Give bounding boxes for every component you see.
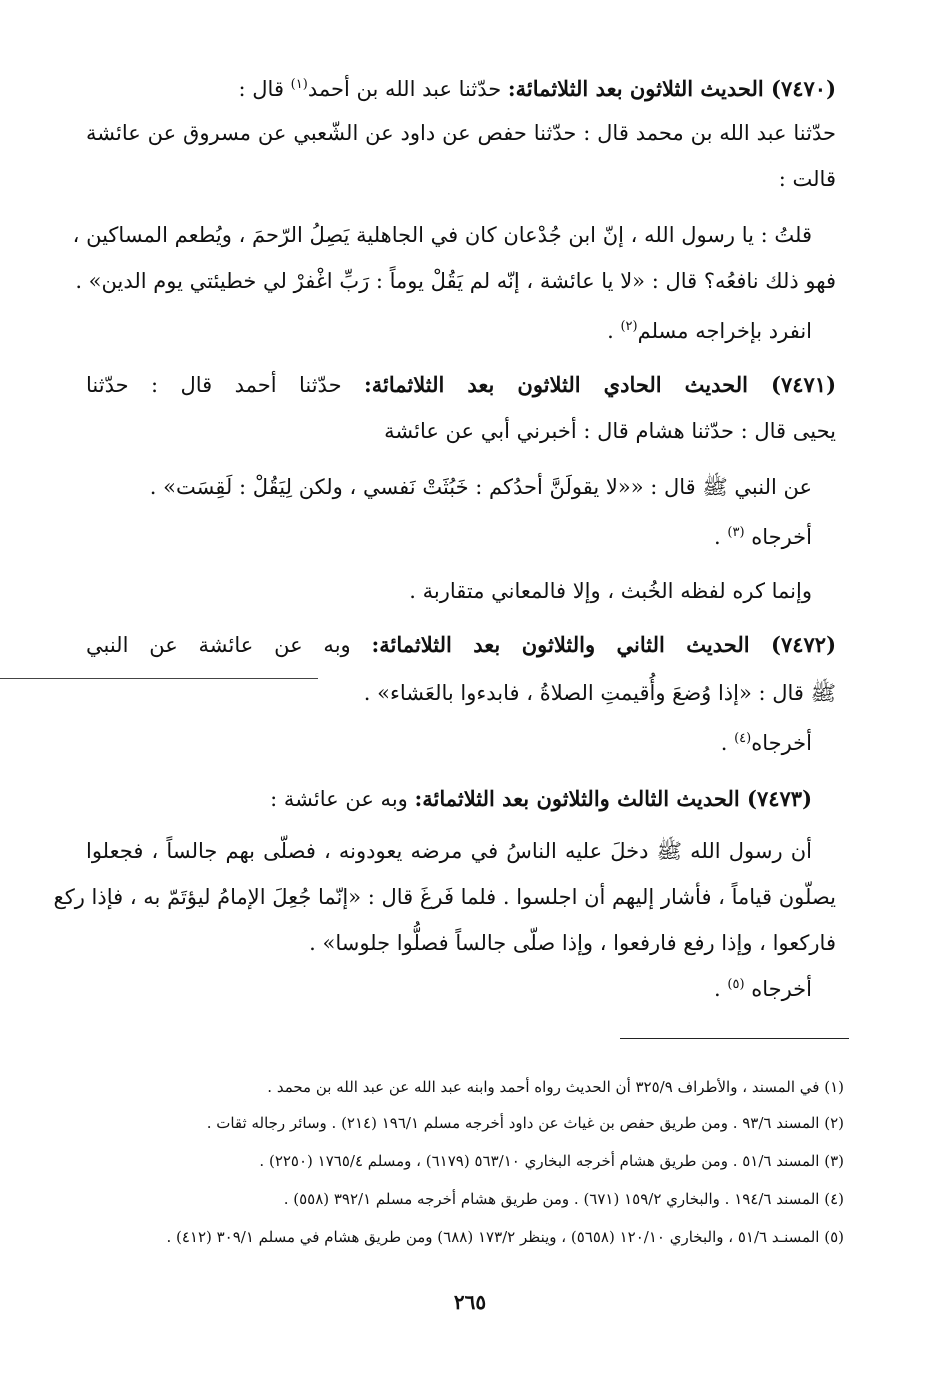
page-number: ٢٦٥ [453,1290,487,1314]
footnote-separator [620,1038,849,1039]
footnote-5: (٥) المسنـد ٥١/٦ ، والبخاري ١٢٠/١٠ (٥٦٥٨) ، وينظر ١٧٣/٢ (٦٨٨) ومن طريق هشام في مسلم ٣٠٩/١ (٤١٢) . [166,1228,844,1246]
hadith-7470-line-1: (٧٤٧٠) الحديث الثلاثون بعد الثلاثمائة: حدّثنا عبد الله بن أحمد$^{(١)}$ قال : [238,76,836,101]
hadith-7471-line-1: (٧٤٧١) الحديث الحادي الثلاثون بعد الثلاثمائة: حدّثنا أحمد قال : حدّثنا [86,372,836,397]
hadith-7470-matn-1: قلتُ : يا رسول الله ، إنّ ابن جُدْعان كان في الجاهلية يَصِلُ الرّحمَ ، ويُطعم المساكين ، [72,223,812,247]
hadith-7473-line-1: (٧٤٧٣) الحديث الثالث والثلاثون بعد الثلاثمائة: وبه عن عائشة : [270,786,812,811]
footnote-2: (٢) المسند ٩٣/٦ . ومن طريق حفص بن غياث عن داود أخرجه مسلم ١٩٦/١ (٢١٤) . وسائر رجاله ثقات . [206,1114,844,1132]
hadith-heading: (٧٤٧٣) الحديث الثالث والثلاثون بعد الثلاثمائة: [414,786,812,811]
footnote-4: (٤) المسند ١٩٤/٦ . والبخاري ١٥٩/٢ (٦٧١) . ومن طريق هشام أخرجه مسلم ٣٩٢/١ (٥٥٨) . [283,1190,844,1208]
hadith-7472-line-1: (٧٤٧٢) الحديث الثاني والثلاثون بعد الثلاثمائة: وبه عن عائشة عن النبي [86,632,836,657]
hadith-heading: (٧٤٧٢) الحديث الثاني والثلاثون بعد الثلاثمائة: [371,632,836,657]
hadith-7470-takhrij: انفرد بإخراجه مسلم$^{(٢)}$ . [607,319,812,343]
hadith-7471-note: وإنما كره لفظه الخُبث ، وإلا فالمعاني متقاربة . [409,579,812,603]
footnote-1: (١) في المسند ، والأطراف ٣٢٥/٩ أن الحديث رواه أحمد وابنه عبد الله عن عبد الله بن محمد . [267,1078,844,1096]
hadith-7473-matn-2: يصلّون قياماً ، فأشار إليهم أن اجلسوا . فلما فَرغَ قال : «إنّما جُعِلَ الإمامُ ليؤتَمّ به ، فإذا ركع [53,885,836,909]
hadith-7473-matn-1: أن رسول الله ﷺ دخلَ عليه الناسُ في مرضه يعودونه ، فصلّى بهم جالساً ، فجعلوا [86,839,812,863]
hadith-7472-matn-1: ﷺ قال : «إذا وُضعَ وأُقيمتِ الصلاةُ ، فابدءوا بالعَشاء» . [363,681,836,705]
footnote-ref: (٤) [734,731,752,746]
footnote-3: (٣) المسند ٥١/٦ . ومن طريق هشام أخرجه البخاري ٥٦٣/١٠ (٦١٧٩) ، ومسلم ١٧٦٥/٤ (٢٢٥٠) . [259,1152,844,1170]
hadith-7470-matn-2: فهو ذلك نافعُه؟ قال : «لا يا عائشة ، إنّه لم يَقُلْ يوماً : رَبِّ اغْفرْ لي خطيئتي يوم الدين» . [75,269,836,293]
hadith-7472-takhrij: أخرجاه$^{(٤)}$ . [720,731,812,755]
hadith-heading: (٧٤٧٠) الحديث الثلاثون بعد الثلاثمائة: [507,76,836,101]
footnote-ref: (١) [290,77,308,92]
hadith-7471-takhrij: أخرجاه $^{(٣)}$ . [714,525,812,549]
footnote-ref: (٥) [727,977,745,992]
hadith-7471-line-2: يحيى قال : حدّثنا هشام قال : أخبرني أبي عن عائشة [384,419,836,443]
hadith-7473-takhrij: أخرجاه $^{(٥)}$ . [714,977,812,1001]
hadith-7470-line-2: حدّثنا عبد الله بن محمد قال : حدّثنا حفص عن داود عن الشّعبي عن مسروق عن عائشة [86,121,836,145]
footnote-ref: (٣) [727,525,745,540]
hadith-heading: (٧٤٧١) الحديث الحادي الثلاثون بعد الثلاثمائة: [363,372,836,397]
hadith-7470-line-3: قالت : [778,167,836,191]
hadith-7473-matn-3: فاركعوا ، وإذا رفع فارفعوا ، وإذا صلّى جالساً فصلُّوا جلوسا» . [309,931,836,955]
footnote-ref: (٢) [620,319,638,334]
hadith-7471-matn-1: عن النبي ﷺ قال : ««لا يقولَنَّ أحدُكم : خَبُثَتْ نَفسي ، ولكن لِيَقُلْ : لَقِسَت» . [149,475,812,499]
